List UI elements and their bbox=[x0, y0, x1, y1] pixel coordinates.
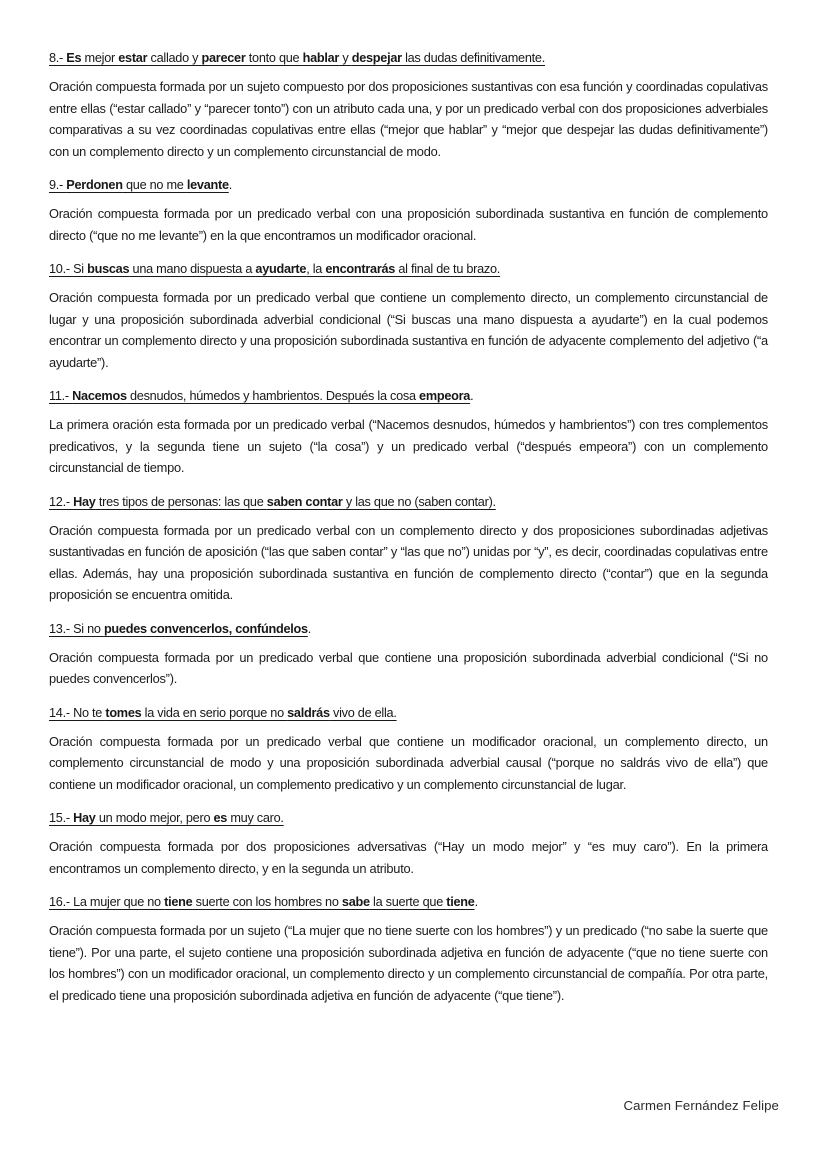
heading-run: mejor bbox=[81, 50, 119, 65]
heading-bold-run: levante bbox=[186, 177, 229, 192]
heading-run: 10.- Si bbox=[49, 261, 88, 276]
heading-bold-run: ayudarte bbox=[255, 261, 307, 276]
analysis-block bbox=[49, 48, 779, 162]
analysis-block bbox=[49, 259, 779, 373]
heading-bold-run: empeora bbox=[419, 388, 471, 403]
heading-run: callado y bbox=[147, 50, 202, 65]
analysis-paragraph: Oración compuesta formada por un predicado verbal que contiene un modificador oracional, un complemento directo, un complemento circunstancial de modo y una proposición subordinada adverbial causal (“porque no saldrás vivo de ella”) que contiene un modificador oracional, un complemento predicativo y un complemento circunstancial de lugar. bbox=[49, 733, 768, 792]
analysis-block bbox=[49, 492, 779, 606]
analysis-block bbox=[49, 892, 779, 1006]
heading-bold-run: saldrás bbox=[287, 704, 330, 720]
heading-run: 12.- bbox=[49, 493, 74, 509]
sentence-heading-underlined bbox=[49, 177, 229, 192]
heading-bold-run: Es bbox=[66, 50, 82, 65]
heading-run: desnudos, húmedos y hambrientos. Después la cosa bbox=[126, 388, 420, 403]
analysis-paragraph: Oración compuesta formada por un predicado verbal con un complemento directo y dos proposiciones subordinadas adjetivas sustantivadas en función de aposición (“las que saben contar” y “las que no”) unidas por “y”, es decir, coordinadas copulativas entre ellas. Además, hay una proposición subordinada sustantiva en función de complemento directo (“contar”) que en la segunda proposición se encuentra omitida. bbox=[49, 522, 768, 602]
analysis-paragraph: Oración compuesta formada por un predicado verbal que contiene una proposición subordinada adverbial condicional (“Si no puedes convencerlos”). bbox=[49, 649, 768, 686]
sentence-heading bbox=[49, 492, 746, 511]
heading-run: . bbox=[307, 620, 312, 636]
heading-run: que no me bbox=[122, 177, 187, 192]
heading-bold-run: buscas bbox=[87, 261, 130, 276]
author-signature: Carmen Fernández Felipe bbox=[623, 1098, 779, 1113]
heading-bold-run: parecer bbox=[201, 50, 246, 65]
analysis-paragraph: La primera oración esta formada por un predicado verbal (“Nacemos desnudos, húmedos y hambrientos”) con tres complementos predicativos, y la segunda tiene un sujeto (“la cosa”) y un predicado verbal (“después empeora”) con un complemento circunstancial de tiempo. bbox=[49, 417, 768, 475]
analysis-block bbox=[49, 619, 779, 690]
heading-run: . bbox=[474, 894, 478, 909]
document-body bbox=[49, 48, 779, 1006]
heading-run: muy caro. bbox=[227, 810, 284, 825]
heading-bold-run: hablar bbox=[302, 50, 340, 65]
heading-run: un modo mejor, pero bbox=[95, 810, 214, 825]
heading-bold-run: encontrarás bbox=[325, 261, 396, 276]
heading-run: 11.- bbox=[49, 388, 73, 403]
sentence-heading-underlined bbox=[49, 494, 496, 509]
heading-bold-run: saben contar bbox=[266, 493, 343, 509]
heading-run: la vida en serio porque no bbox=[141, 704, 288, 720]
analysis-block bbox=[49, 386, 779, 479]
analysis-paragraph: Oración compuesta formada por un predicado verbal con una proposición subordinada sustantiva en función de complemento directo (“que no me levante”) en la que encontramos un modificador oracional. bbox=[49, 206, 768, 243]
sentence-heading bbox=[49, 175, 746, 194]
heading-run: 16.- La mujer que no bbox=[49, 894, 165, 909]
heading-bold-run: Nacemos bbox=[72, 388, 127, 403]
analysis-block bbox=[49, 703, 779, 796]
sentence-heading-underlined bbox=[49, 261, 500, 276]
heading-run: 14.- No te bbox=[49, 704, 106, 720]
sentence-heading bbox=[49, 619, 746, 638]
heading-run: tonto que bbox=[245, 50, 303, 65]
heading-bold-run: Hay bbox=[73, 493, 96, 509]
heading-run: vivo de ella. bbox=[329, 704, 397, 720]
sentence-heading-underlined bbox=[49, 705, 397, 720]
sentence-heading bbox=[49, 386, 746, 405]
sentence-heading bbox=[49, 703, 746, 722]
heading-run: la suerte que bbox=[369, 894, 447, 909]
heading-run: al final de tu brazo. bbox=[395, 261, 501, 276]
heading-run: 8.- bbox=[49, 50, 67, 65]
analysis-paragraph: Oración compuesta formada por dos proposiciones adversativas (“Hay un modo mejor” y “es muy caro”). En la primera encontramos un complemento directo, y en la segunda un atributo. bbox=[49, 839, 768, 876]
sentence-heading-underlined bbox=[49, 810, 284, 825]
heading-run: 15.- bbox=[49, 810, 74, 825]
heading-run: y bbox=[339, 50, 352, 65]
heading-run: . bbox=[228, 177, 233, 192]
heading-bold-run: sabe bbox=[341, 894, 370, 909]
heading-run: , la bbox=[306, 261, 326, 276]
analysis-paragraph: Oración compuesta formada por un sujeto compuesto por dos proposiciones sustantivas con esa función y coordinadas copulativas entre ellas (“estar callado” y “parecer tonto”) con un atributo cada una, y por un predicado verbal con dos proposiciones adverbiales comparativas a su vez coordinadas copulativas entre ellas (“mejor que hablar” y “mejor que despejar las dudas definitivamente”) con un complemento directo y un complemento circunstancial de modo. bbox=[49, 79, 768, 159]
sentence-heading bbox=[49, 808, 746, 827]
heading-bold-run: Perdonen bbox=[66, 177, 123, 192]
heading-bold-run: tiene bbox=[446, 894, 475, 909]
heading-bold-run: tiene bbox=[164, 894, 193, 909]
heading-run: suerte con los hombres no bbox=[192, 894, 342, 909]
sentence-heading bbox=[49, 48, 746, 67]
heading-run: 9.- bbox=[49, 177, 67, 192]
heading-run: tres tipos de personas: las que bbox=[95, 493, 267, 509]
heading-run: y las que no (saben contar). bbox=[342, 493, 496, 509]
bottom-spacer bbox=[49, 1019, 779, 1029]
heading-run: . bbox=[470, 388, 474, 403]
heading-run: 13.- Si no bbox=[49, 620, 104, 636]
heading-bold-run: es bbox=[213, 810, 228, 825]
analysis-block bbox=[49, 175, 779, 246]
analysis-paragraph: Oración compuesta formada por un sujeto (“La mujer que no tiene suerte con los hombres”) y un predicado (“no sabe la suerte que tiene”). Por una parte, el sujeto contiene una proposición subordinada adjetiva en función de adyacente (“que no tiene suerte con los hombres”) con un modificador oracional, un complemento directo y un complemento circunstancial de compañía. Por otra parte, el predicado tiene una proposición subordinada adjetiva en función de adyacente (“que tiene”). bbox=[49, 923, 768, 1003]
heading-bold-run: puedes convencerlos, confúndelos bbox=[103, 620, 308, 636]
sentence-heading bbox=[49, 259, 746, 278]
sentence-heading bbox=[49, 892, 746, 911]
heading-bold-run: tomes bbox=[105, 704, 142, 720]
analysis-block bbox=[49, 808, 779, 879]
heading-bold-run: Hay bbox=[73, 810, 96, 825]
sentence-heading-underlined bbox=[49, 894, 475, 909]
heading-bold-run: estar bbox=[118, 50, 148, 65]
heading-run: las dudas definitivamente. bbox=[401, 50, 545, 65]
analysis-paragraph: Oración compuesta formada por un predicado verbal que contiene un complemento directo, un complemento circunstancial de lugar y una proposición subordinada adverbial condicional (“Si buscas una mano dispuesta a ayudarte”) en la cual podemos encontrar un complemento directo y una proposición subordinada sustantiva en función de adyacente complemento del adjetivo (“a ayudarte”). bbox=[49, 290, 768, 370]
heading-run: una mano dispuesta a bbox=[129, 261, 256, 276]
sentence-heading-underlined bbox=[49, 50, 545, 65]
sentence-heading-underlined bbox=[49, 621, 308, 636]
sentence-heading-underlined bbox=[49, 388, 470, 403]
heading-bold-run: despejar bbox=[351, 50, 402, 65]
